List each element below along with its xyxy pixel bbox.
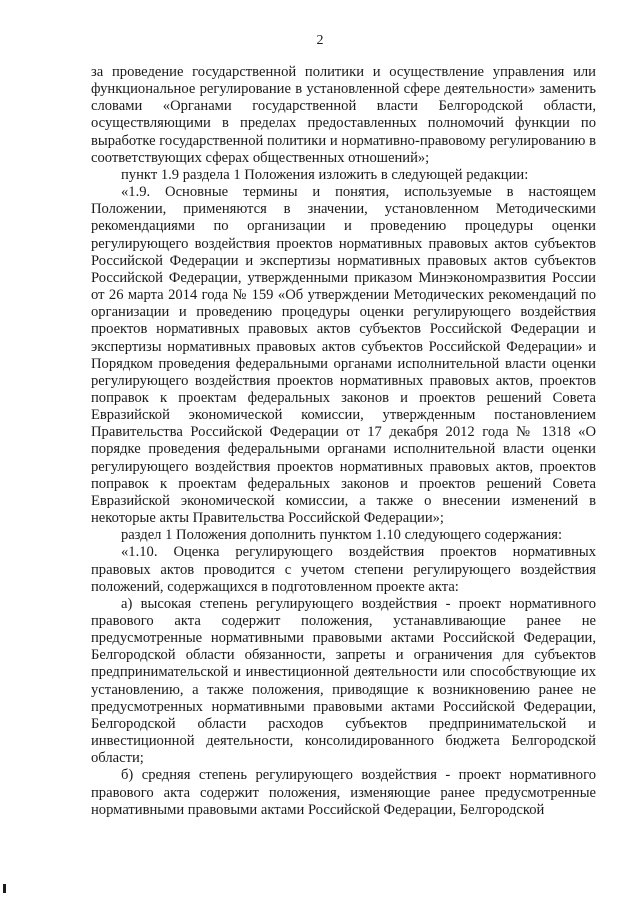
page-number: 2 [316, 33, 324, 48]
document-body [91, 64, 596, 819]
paragraph-amendment-replacement: за проведение государственной политики и осуществление управления или функциональное регулирование в установленной сфере деятельности» заменить словами «Органами государственной власти Белгородской области, осуществляющими в пределах предоставленных полномочий функции по выработке государственной политики и нормативно-правовому регулированию в соответствующих сферах общественных отношений»; [91, 64, 596, 166]
paragraph-high-impact: а) высокая степень регулирующего воздействия - проект нормативного правового акта содержит положения, устанавливающие ранее не предусмотренные нормативными правовыми актами Российской Федерации, Белгородской области обязанности, запреты и ограничения для субъектов предпринимательской и инвестиционной деятельности или способствующие их установлению, а также положения, приводящие к возникновению ранее не предусмотренных нормативными правовыми актами Российской Федерации, Белгородской области расходов субъектов предпринимательской и инвестиционной деятельности, консолидированного бюджета Белгородской области; [91, 595, 596, 767]
paragraph-item-1-9-text: «1.9. Основные термины и понятия, используемые в настоящем Положении, применяются в значении, установленном Методическими рекомендациями по организации и проведению процедуры оценки регулирующего воздействия проектов нормативных правовых актов субъектов Российской Федерации и экспертизы нормативных правовых актов субъектов Российской Федерации, утвержденными приказом Минэкономразвития России от 26 марта 2014 года № 159 «Об утверждении Методических рекомендаций по организации и проведению процедуры оценки регулирующего воздействия проектов нормативных правовых актов субъектов Российской Федерации и экспертизы нормативных правовых актов субъектов Российской Федерации» и Порядком проведения федеральными органами исполнительной власти оценки регулирующего воздействия проектов нормативных правовых актов, проектов поправок к проектам федеральных законов и проектов решений Совета Евразийской экономической комиссии, утвержденным постановлением Правительства Российской Федерации от 17 декабря 2012 года № 1318 «О порядке проведения федеральными органами исполнительной власти оценки регулирующего воздействия проектов нормативных правовых актов, проектов поправок к проектам федеральных законов и проектов решений Совета Евразийской экономической комиссии, а также о внесении изменений в некоторые акты Правительства Российской Федерации»; [91, 184, 596, 527]
paragraph-item-1-10-text: «1.10. Оценка регулирующего воздействия проектов нормативных правовых актов проводится с учетом степени регулирующего воздействия положений, содержащихся в подготовленном проекте акта: [91, 544, 596, 595]
scan-edge-mark [3, 884, 6, 893]
paragraph-medium-impact: б) средняя степень регулирующего воздействия - проект нормативного правового акта содержит положения, изменяющие ранее предусмотренные нормативными правовыми актами Российской Федерации, Белгородской [91, 767, 596, 818]
paragraph-item-1-10-intro: раздел 1 Положения дополнить пунктом 1.10 следующего содержания: [121, 527, 563, 544]
paragraph-item-1-9-intro: пункт 1.9 раздела 1 Положения изложить в следующей редакции: [121, 166, 529, 183]
